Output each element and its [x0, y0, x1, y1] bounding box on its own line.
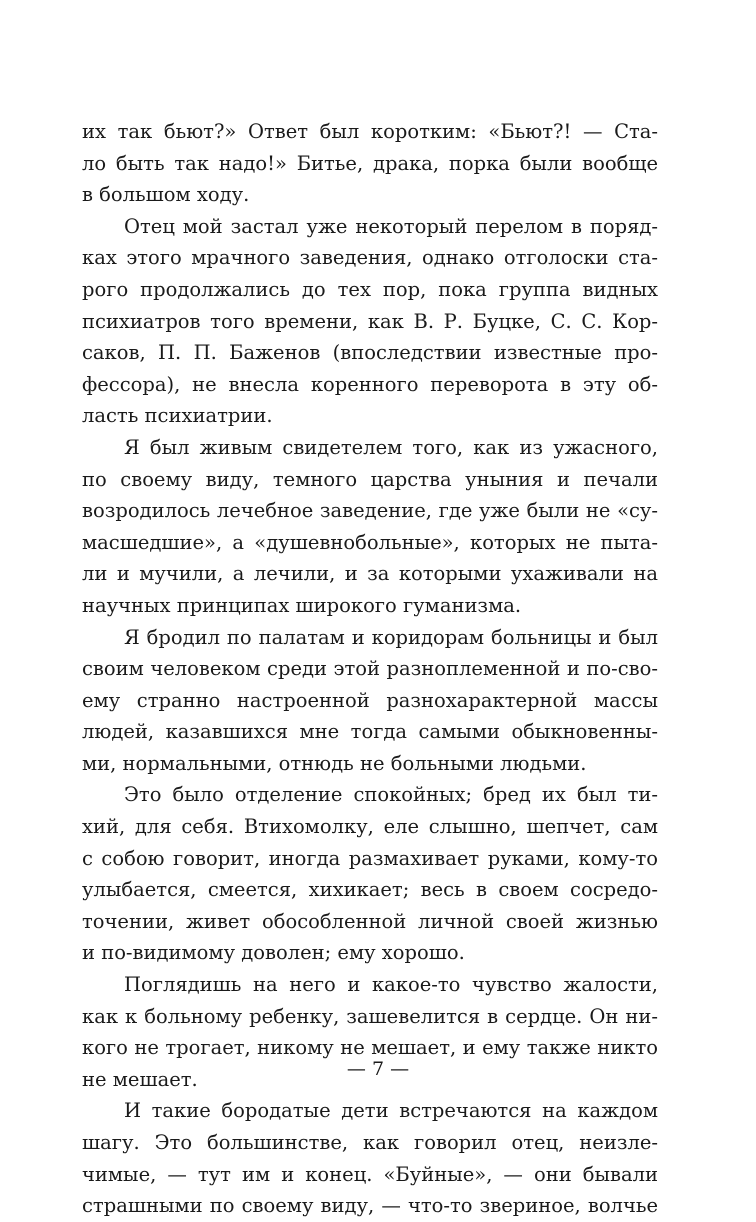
text-line: по своему виду, темного царства уныния и печали: [82, 467, 658, 491]
paragraph: [82, 116, 658, 211]
text-line: своим человеком среди этой разноплеменной и по-сво-: [82, 657, 658, 681]
body-text: [82, 116, 658, 1222]
text-line: и по-видимому доволен; ему хорошо.: [82, 941, 465, 965]
text-line: точении, живет обособленной личной своей жизнью: [82, 909, 658, 933]
text-line: как к больному ребенку, зашевелится в сердце. Он ни-: [82, 1004, 658, 1028]
text-line: Я был живым свидетелем того, как из ужасного,: [124, 435, 658, 459]
paragraph: [82, 1095, 658, 1221]
text-line: научных принципах широкого гуманизма.: [82, 593, 522, 617]
text-line: Отец мой застал уже некоторый перелом в поряд-: [124, 214, 658, 238]
text-line: их так бьют?» Ответ был коротким: «Бьют?! — Ста-: [82, 120, 658, 143]
text-line: страшными по своему виду, — что-то звериное, волчье: [82, 1194, 658, 1218]
text-line: саков, П. П. Баженов (впоследствии известные про-: [82, 341, 658, 365]
text-line: Это было отделение спокойных; бред их был ти-: [124, 783, 658, 807]
text-line: не мешает.: [82, 1067, 198, 1091]
text-line: с собою говорит, иногда размахивает руками, кому-то: [82, 846, 658, 870]
text-line: ми, нормальными, отнюдь не больными людьми.: [82, 751, 587, 775]
page-number: — 7 —: [346, 1058, 410, 1080]
text-line: Я бродил по палатам и коридорам больницы и был: [124, 625, 658, 649]
text-line: людей, казавшихся мне тогда самыми обыкновенны-: [82, 720, 658, 744]
paragraph: [82, 432, 658, 622]
text-line: рого продолжались до тех пор, пока группа видных: [82, 277, 658, 301]
text-line: ло быть так надо!» Битье, драка, порка были вообще: [82, 151, 658, 175]
text-line: кого не трогает, никому не мешает, и ему также никто: [82, 1036, 658, 1060]
text-line: возродилось лечебное заведение, где уже были не «су-: [82, 499, 658, 523]
paragraph: [82, 779, 658, 969]
text-line: ему странно настроенной разнохарактерной массы: [82, 688, 658, 712]
text-line: масшедшие», а «душевнобольные», которых не пыта-: [82, 530, 658, 554]
text-line: И такие бородатые дети встречаются на каждом: [124, 1099, 658, 1123]
text-line: ласть психиатрии.: [82, 404, 273, 428]
text-line: хий, для себя. Втихомолку, еле слышно, шепчет, сам: [82, 815, 658, 839]
text-line: фессора), не внесла коренного переворота в эту об-: [82, 372, 658, 396]
text-line: в большом ходу.: [82, 183, 250, 207]
text-line: ли и мучили, а лечили, и за которыми ухаживали на: [82, 562, 658, 586]
text-line: ках этого мрачного заведения, однако отголоски ста-: [82, 246, 658, 270]
text-line: шагу. Это большинстве, как говорил отец, неизле-: [82, 1131, 658, 1154]
text-line: чимые, — тут им и конец. «Буйные», — они бывали: [82, 1162, 658, 1186]
paragraph: [82, 622, 658, 780]
text-line: Поглядишь на него и какое-то чувство жалости,: [124, 973, 658, 997]
text-line: улыбается, смеется, хихикает; весь в своем сосредо-: [82, 878, 658, 902]
paragraph: [82, 211, 658, 432]
text-line: психиатров того времени, как В. Р. Буцке, С. С. Кор-: [82, 309, 658, 333]
